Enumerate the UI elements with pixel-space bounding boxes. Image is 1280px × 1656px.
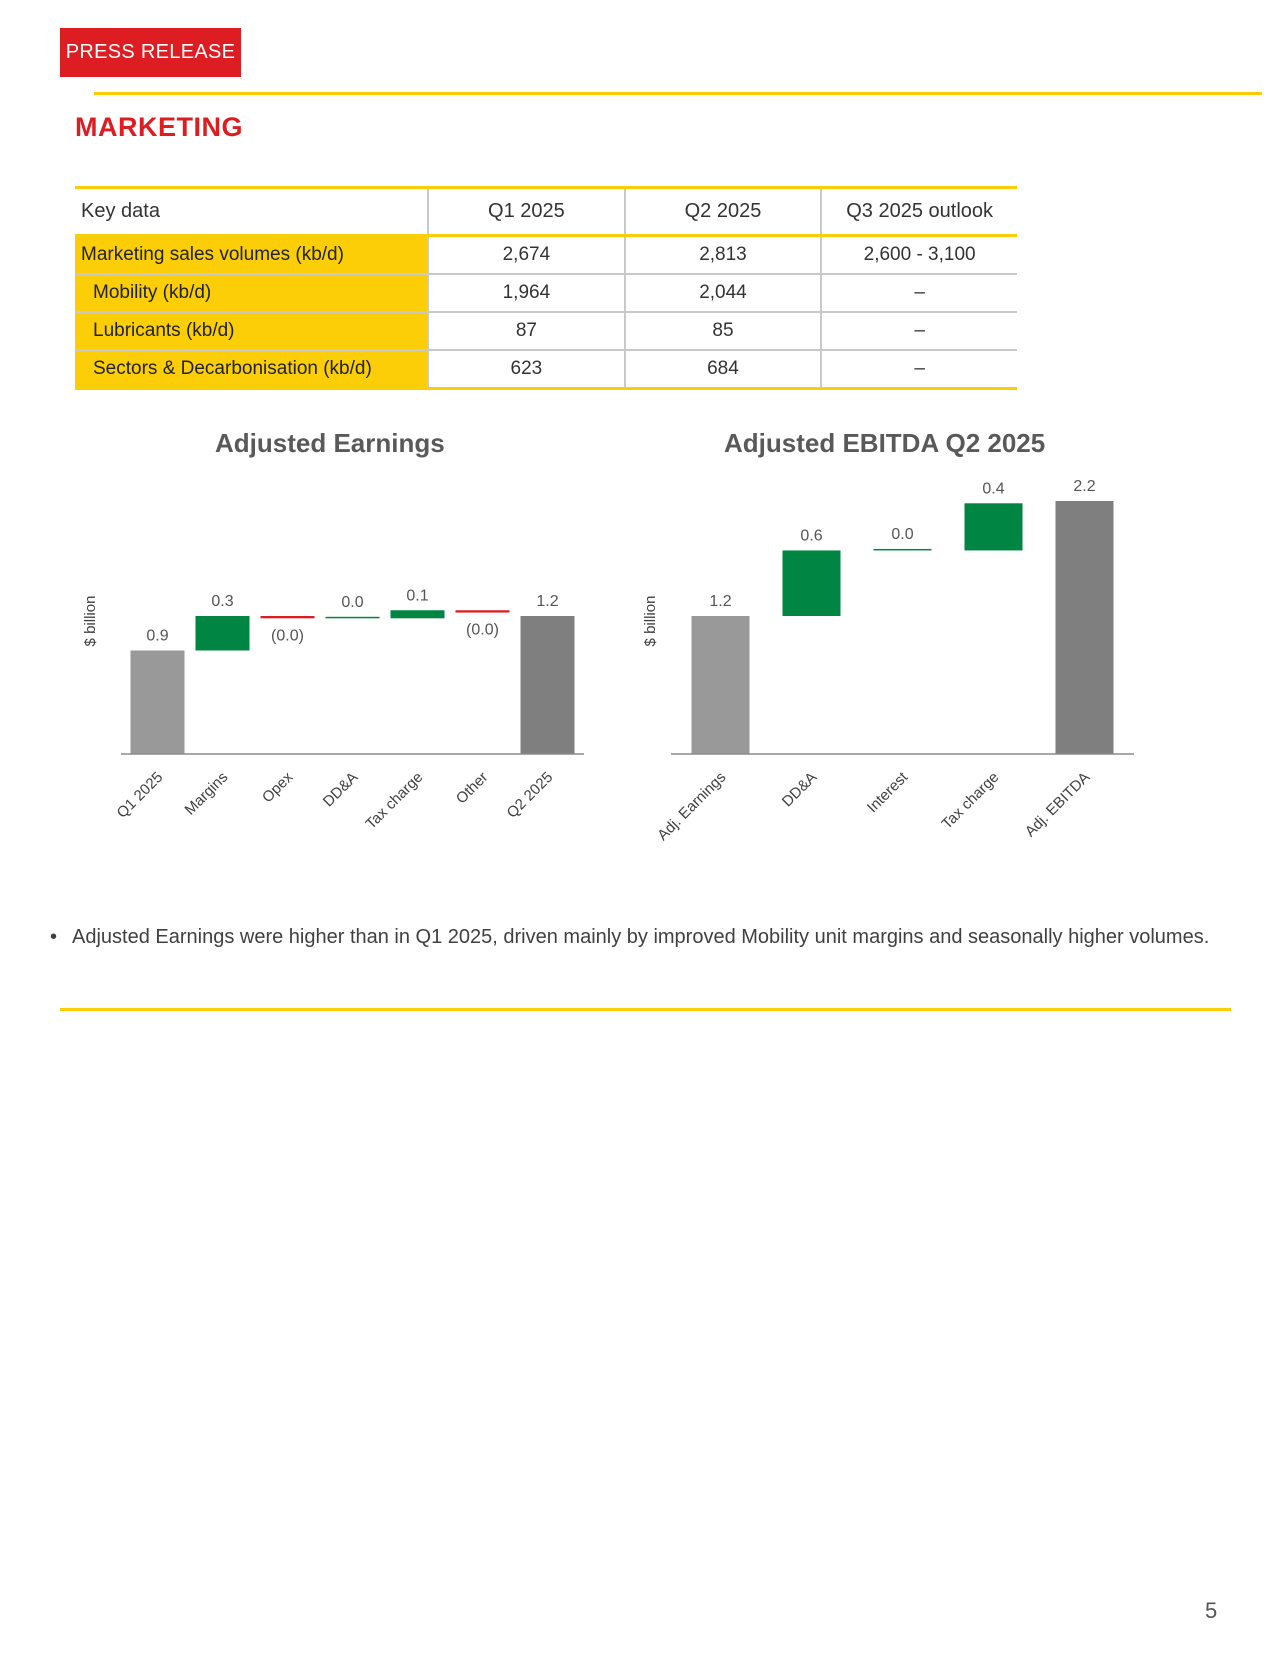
category-label: Other: [452, 768, 492, 808]
category-label: Tax charge: [938, 768, 1003, 833]
data-label: (0.0): [271, 627, 304, 645]
bar: [965, 503, 1023, 550]
data-label: 0.6: [800, 527, 823, 545]
section-title: MARKETING: [75, 112, 243, 142]
table-cell: 684: [625, 350, 822, 389]
category-label: Opex: [258, 768, 297, 807]
category-label: Q1 2025: [113, 768, 167, 822]
table-header-row: [75, 188, 1017, 236]
header-divider: [94, 92, 1262, 95]
table-header-cell: Key data: [75, 188, 428, 236]
data-label: 0.9: [146, 627, 169, 645]
data-label: (0.0): [466, 621, 499, 639]
bullet-item: [50, 926, 1209, 949]
table-row: [75, 350, 1017, 389]
row-label: Marketing sales volumes (kb/d): [75, 236, 428, 275]
chart-title-ebitda: Adjusted EBITDA Q2 2025: [724, 428, 1046, 458]
row-label: Sectors & Decarbonisation (kb/d): [75, 350, 428, 389]
table-cell: 2,674: [428, 236, 625, 275]
bar: [783, 550, 841, 616]
table-cell: 87: [428, 312, 625, 350]
table-row: [75, 312, 1017, 350]
table-cell: 2,044: [625, 274, 822, 312]
category-label: Margins: [181, 768, 232, 819]
category-label: Q2 2025: [503, 768, 557, 822]
data-label: 1.2: [709, 593, 732, 610]
category-label: Tax charge: [362, 768, 427, 833]
category-label: Adj. Earnings: [654, 768, 730, 844]
table-cell: 1,964: [428, 274, 625, 312]
table-cell: 623: [428, 350, 625, 389]
bar: [326, 617, 380, 619]
bar: [874, 549, 932, 551]
data-label: 0.3: [211, 593, 234, 610]
table-cell: 85: [625, 312, 822, 350]
data-label: 0.1: [406, 587, 429, 605]
y-axis-label: $ billion: [82, 595, 99, 647]
category-label: DD&A: [319, 768, 362, 811]
bar: [692, 616, 750, 754]
data-label: 0.0: [341, 593, 364, 611]
key-data-table: [75, 186, 1017, 390]
category-label: Adj. EBITDA: [1021, 768, 1094, 841]
data-label: 0.4: [982, 480, 1005, 498]
bar: [131, 651, 185, 755]
page-number: 5: [1205, 1598, 1218, 1623]
press-release-badge: PRESS RELEASE: [60, 28, 241, 77]
row-label: Mobility (kb/d): [75, 274, 428, 312]
table-header-cell: Q1 2025: [428, 188, 625, 236]
bar: [261, 616, 315, 618]
y-axis-label: $ billion: [642, 595, 659, 647]
table-cell: –: [821, 350, 1017, 389]
table-cell: –: [821, 312, 1017, 350]
category-label: DD&A: [778, 768, 821, 811]
bullet-dot: •: [50, 926, 58, 948]
bar: [1056, 501, 1114, 754]
data-label: 0.0: [891, 525, 914, 543]
data-label: 1.2: [536, 593, 559, 610]
footer-divider: [60, 1008, 1231, 1011]
table-cell: –: [821, 274, 1017, 312]
bar: [521, 616, 575, 754]
table-cell: 2,813: [625, 236, 822, 275]
row-label: Lubricants (kb/d): [75, 312, 428, 350]
bar: [456, 610, 510, 612]
table-row: [75, 274, 1017, 312]
data-label: 2.2: [1073, 478, 1096, 495]
bullet-text: Adjusted Earnings were higher than in Q1 2025, driven mainly by improved Mobility unit margins and seasonally higher volumes.: [72, 926, 1210, 948]
table-header-cell: Q2 2025: [625, 188, 822, 236]
bar: [196, 616, 250, 651]
table-header-cell: Q3 2025 outlook: [821, 188, 1017, 236]
table-row: [75, 236, 1017, 275]
adjusted-earnings-chart: [70, 470, 610, 870]
bar: [391, 610, 445, 618]
adjusted-ebitda-chart: [630, 470, 1170, 870]
category-label: Interest: [863, 768, 912, 817]
table-cell: 2,600 - 3,100: [821, 236, 1017, 275]
chart-title-earnings: Adjusted Earnings: [215, 428, 445, 458]
